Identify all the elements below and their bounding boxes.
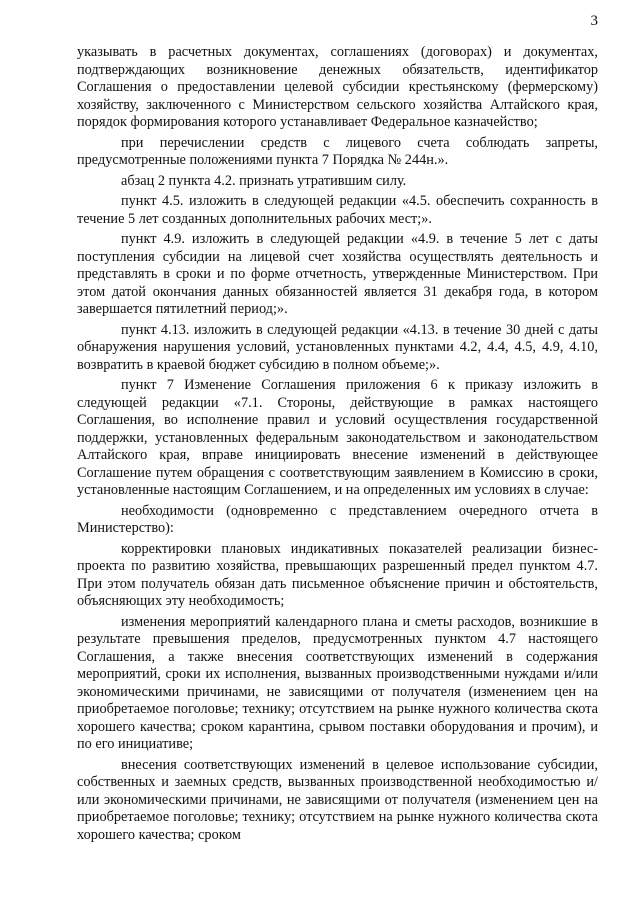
paragraph: пункт 4.9. изложить в следующей редакции «4.9. в течение 5 лет с даты поступления субсидии на лицевой счет хозяйства осуществлять деятельность и представлять в сроки и по форме отчетность, утвержденные Министерством. При этом датой окончания данных обязанностей является 31 декабря года, в котором завершается пятилетний период;».: [77, 231, 598, 317]
paragraph: абзац 2 пункта 4.2. признать утратившим силу.: [121, 172, 407, 189]
paragraph: необходимости (одновременно с представлением очередного отчета в Министерство):: [77, 502, 598, 536]
document-body: [77, 44, 598, 847]
paragraph: указывать в расчетных документах, соглашениях (договорах) и документах, подтверждающих возникновение денежных обязательств, идентификатор Соглашения о предоставлении целевой субсидии крестьянскому (фермерскому) хозяйству, заключенного с Министерством сельского хозяйства Алтайского края, порядок формирования которого устанавливает Федеральное казначейство;: [77, 44, 598, 130]
page-number: 3: [590, 13, 598, 29]
paragraph: пункт 7 Изменение Соглашения приложения 6 к приказу изложить в следующей редакции «7.1. Стороны, действующие в рамках настоящего Соглашения, во исполнение правил и условий осуществления государственной поддержки, установленных федеральным законодательством и законодательством Алтайского края, вправе инициировать внесение изменений в действующее Соглашение путем обращения с соответствующим заявлением в Комиссию в сроки, установленные настоящим Соглашением, и на определенных им условиях в случае:: [77, 377, 598, 498]
paragraph: пункт 4.13. изложить в следующей редакции «4.13. в течение 30 дней с даты обнаружения нарушения условий, установленных пунктами 4.2, 4.4, 4.5, 4.9, 4.10, возвратить в краевой бюджет субсидию в полном объеме;».: [77, 321, 598, 373]
paragraph: изменения мероприятий календарного плана и сметы расходов, возникшие в результате превышения пределов, предусмотренных пунктом 4.7 настоящего Соглашения, а также внесения соответствующих изменений в содержания мероприятий, сроки их исполнения, вызванных производственными нуждами и/или экономическими причинами, не зависящими от получателя (изменением цен на приобретаемое поголовье; технику; отсутствием на рынке нужного количества скота хорошего качества; сроком карантина, срывом поставки оборудования и прочим), и по его инициативе;: [77, 613, 598, 752]
paragraph: при перечислении средств с лицевого счета соблюдать запреты, предусмотренные положениями пункта 7 Порядка № 244н.».: [77, 134, 598, 168]
paragraph: внесения соответствующих изменений в целевое использование субсидии, собственных и заемных средств, вызванных производственной необходимостью и/или экономическими причинами, не зависящими от получателя (изменением цен на приобретаемое поголовье; технику; отсутствием на рынке нужного количества скота хорошего качества; сроком: [77, 756, 598, 843]
paragraph: пункт 4.5. изложить в следующей редакции «4.5. обеспечить сохранность в течение 5 лет созданных дополнительных рабочих мест;».: [77, 193, 598, 227]
paragraph: корректировки плановых индикативных показателей реализации бизнес-проекта по развитию хозяйства, превышающих разрешенный предел пунктом 4.7. При этом получатель обязан дать письменное объяснение причин и обстоятельств, объясняющих эту необходимость;: [77, 540, 598, 609]
